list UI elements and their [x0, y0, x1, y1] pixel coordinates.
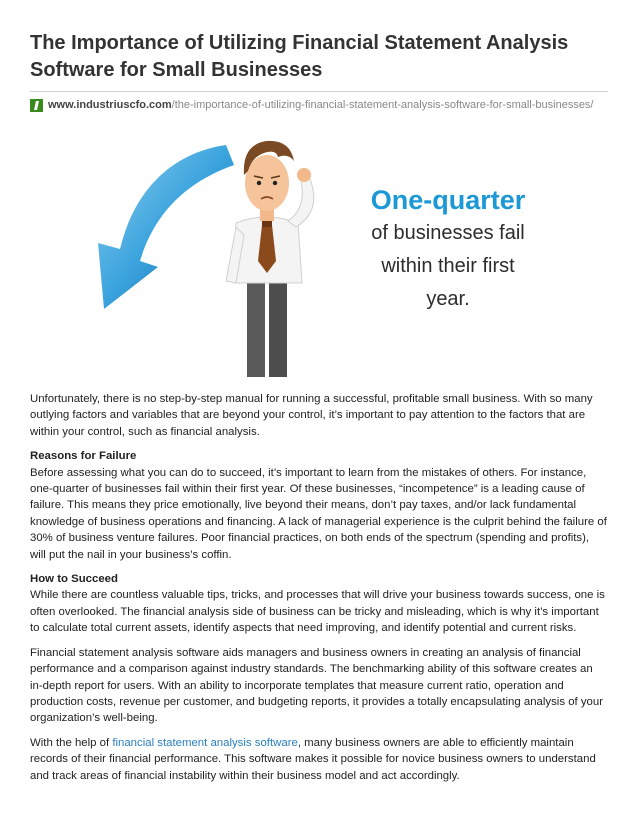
hero-line-2: of businesses fail — [371, 222, 525, 244]
failure-paragraph: Before assessing what you can do to succeed, it’s important to learn from the mistakes of others. For instance, one-quarter of businesses fail within their first year. Of these businesses, “incompetence” is a leading cause of failure. This means they price emotionally, live beyond their means, don’t pay taxes, and/or lack fundamental knowledge of business operations and financing. A lack of managerial experience is the culprit behind the failure of 30% of business venture failures. Poor financial practices, on both ends of the spectrum (spending and profits), will put the nail in your business’s coffin. — [30, 466, 607, 561]
section-heading-failure: Reasons for Failure — [30, 450, 137, 463]
source-line — [30, 98, 608, 112]
title-divider — [30, 91, 608, 92]
article-body — [30, 391, 608, 784]
closing-text-before: With the help of — [30, 736, 113, 749]
site-favicon-icon — [30, 99, 43, 112]
source-domain-link[interactable]: www.industriuscfo.com — [48, 99, 172, 111]
intro-paragraph: Unfortunately, there is no step-by-step manual for running a successful, profitable small business. With so many outlying factors and variables that are beyond your control, it’s important to pay attention to the factors that are within your control, such as financial analysis. — [30, 393, 593, 438]
hero-headline: One-quarter — [370, 185, 526, 215]
source-path-link[interactable]: /the-importance-of-utilizing-financial-statement-analysis-software-for-small-businesses/ — [171, 99, 594, 111]
curved-arrow-icon — [98, 145, 234, 309]
hero-caption — [334, 184, 562, 315]
hero-line-3: within their first — [381, 255, 515, 277]
article-title: The Importance of Utilizing Financial Statement Analysis Software for Small Businesses — [30, 32, 569, 81]
section-heading-succeed: How to Succeed — [30, 573, 118, 586]
software-paragraph: Financial statement analysis software aids managers and business owners in creating an analysis of financial performance and a comparison against industry standards. The benchmarking ability of this software creates an in-depth report for users. With an ability to incorporate templates that measure current ratio, operation and production costs, revenue per customer, and budgeting reports, it provides a totally encapsulating analysis of your organization’s well-being. — [30, 646, 604, 725]
hero-line-4: year. — [426, 288, 470, 310]
software-link[interactable]: financial statement analysis software — [112, 736, 298, 749]
article — [30, 30, 608, 792]
closing-text-after: , many business owners are able to efficiently maintain records of their financial performance. This software makes it possible for novice business owners to understand and track areas of financial instability within their business model and act accordingly. — [30, 736, 596, 782]
hero-image — [76, 131, 557, 377]
succeed-paragraph: While there are countless valuable tips, tricks, and processes that will drive your business towards success, one is often overlooked. The financial analysis side of business can be tricky and misleading, which is why it’s important to calculate total current assets, identify aspects that need improving, and identify potential and current risks. — [30, 589, 605, 635]
worried-man-figure — [226, 141, 314, 377]
closing-paragraph — [30, 735, 608, 784]
